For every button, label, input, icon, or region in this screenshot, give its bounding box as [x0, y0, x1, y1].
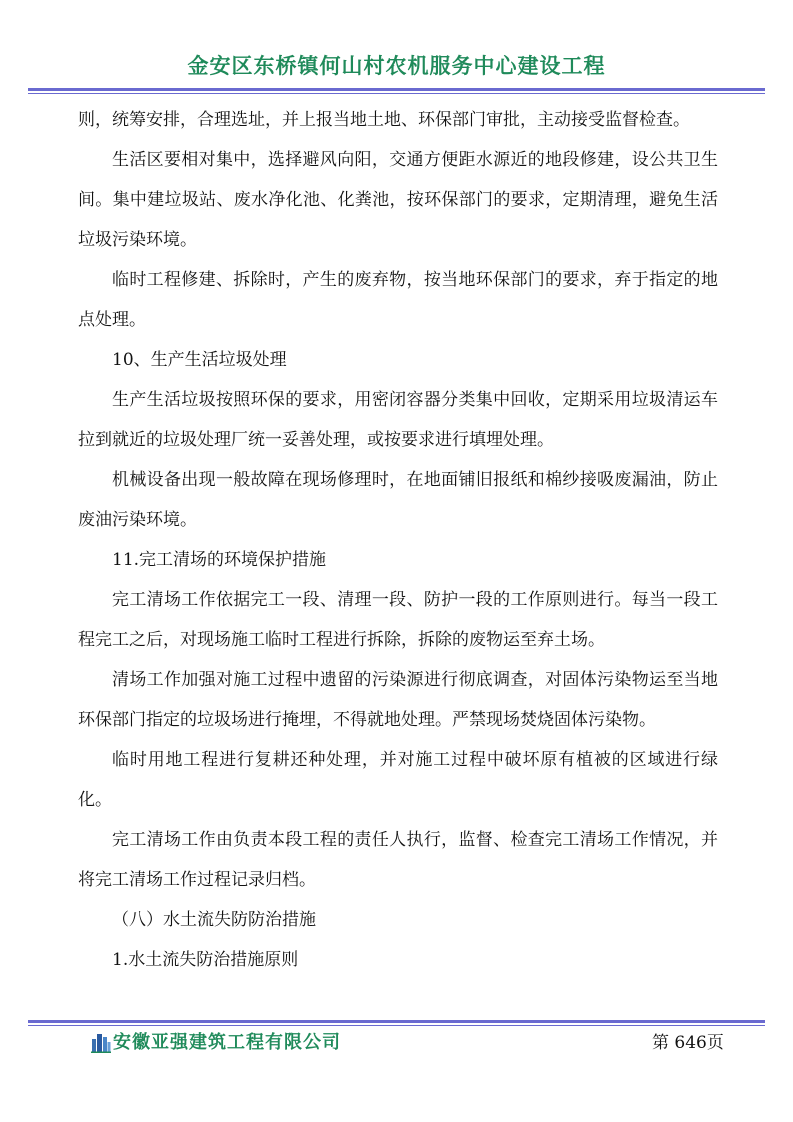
paragraph-temporary-works: 临时工程修建、拆除时，产生的废弃物，按当地环保部门的要求，弃于指定的地点处理。 [78, 270, 718, 330]
document-title: 金安区东桥镇何山村农机服务中心建设工程 [187, 54, 606, 78]
footer-rule-thin [28, 1025, 765, 1026]
section-heading-11: 11.完工清场的环境保护措施 [112, 550, 327, 570]
section-heading-1: 1.水土流失防治措施原则 [112, 950, 299, 970]
paragraph-clearing-principle: 完工清场工作依据完工一段、清理一段、防护一段的工作原则进行。每当一段工程完工之后，对现场施工临时工程进行拆除，拆除的废物运至弃土场。 [78, 590, 718, 650]
paragraph-continuation: 则，统筹安排，合理选址，并上报当地土地、环保部门审批，主动接受监督检查。 [78, 110, 690, 130]
header-rule-thin [28, 93, 765, 94]
page-number: 第 646页 [652, 1033, 724, 1053]
header-rule-thick [28, 88, 765, 91]
paragraph-machinery: 机械设备出现一般故障在现场修理时，在地面铺旧报纸和棉纱接吸废漏油，防止废油污染环境。 [78, 470, 718, 530]
paragraph-garbage: 生产生活垃圾按照环保的要求，用密闭容器分类集中回收，定期采用垃圾清运车拉到就近的垃圾处理厂统一妥善处理，或按要求进行填埋处理。 [78, 390, 718, 450]
company-name: 安徽亚强建筑工程有限公司 [113, 1032, 341, 1053]
section-heading-10: 10、生产生活垃圾处理 [112, 350, 287, 370]
paragraph-pollution-survey: 清场工作加强对施工过程中遗留的污染源进行彻底调查，对固体污染物运至当地环保部门指定的垃圾场进行掩埋，不得就地处理。严禁现场焚烧固体污染物。 [78, 670, 718, 730]
section-heading-8: （八）水土流失防防治措施 [112, 910, 316, 930]
paragraph-responsibility: 完工清场工作由负责本段工程的责任人执行，监督、检查完工清场工作情况，并将完工清场工作过程记录归档。 [78, 830, 718, 890]
footer-rule-thick [28, 1020, 765, 1023]
paragraph-reclamation: 临时用地工程进行复耕还种处理，并对施工过程中破坏原有植被的区域进行绿化。 [78, 750, 718, 810]
document-body [78, 100, 718, 980]
paragraph-living-area: 生活区要相对集中，选择避风向阳，交通方便距水源近的地段修建，设公共卫生间。集中建垃圾站、废水净化池、化粪池，按环保部门的要求，定期清理，避免生活垃圾污染环境。 [78, 150, 718, 250]
building-logo-icon [91, 1031, 111, 1053]
